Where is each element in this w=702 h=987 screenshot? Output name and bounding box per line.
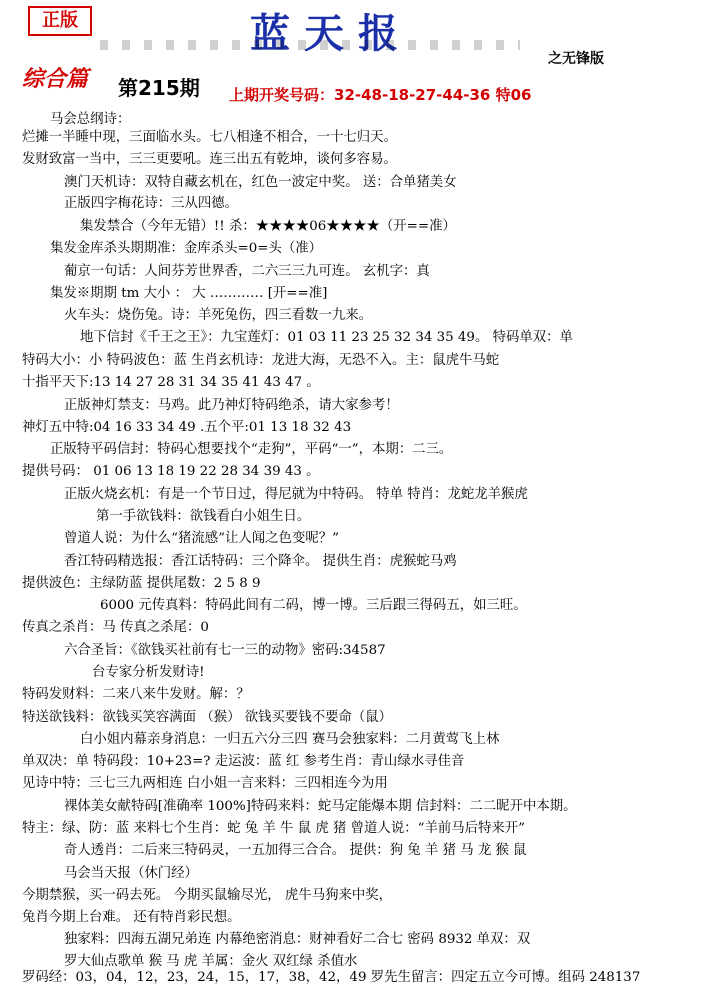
text-line: 6000 元传真料：特码此间有二码，博一博。三后跟三得码五，如三旺。 [100,598,527,613]
text-line: 罗码经：03，04，12，23，24，15，17，38，42，49 罗先生留言：四定五立今可博。组码 248137 [22,970,641,985]
text-line: 香江特码精选报：香江话特码：三个降伞。 提供生肖：虎猴蛇马鸡 [64,554,457,569]
text-line: 六合圣旨：《欲钱买社前有七一三的动物》密码:34587 [64,643,386,658]
text-line: 澳门天机诗：双特自藏玄机在，红色一波定中奖。 送：合单猪美女 [64,175,457,190]
newspaper-title: 蓝天报 [250,11,412,57]
text-line: 火车头：烧伤兔。诗：羊死兔伤，四三看数一九来。 [64,308,372,323]
text-line: 正版四字梅花诗：三从四德。 [64,196,239,211]
text-line: 特码大小：小 特码波色：蓝 生肖玄机诗：龙进大海，无恐不入。主：鼠虎牛马蛇 [22,353,500,368]
text-line: 今期禁猴，买一码去死。 今期买鼠输尽光， 虎牛马狗来中奖， [22,888,393,903]
section-title: 综合篇 [22,67,89,92]
text-line: 正版特平码信封：特码心想要找个“走狗”，平码“一”，本期：二三。 [50,442,453,457]
text-line: 单双决：单 特码段：10+23=? 走运波：蓝 红 参考生肖：青山绿水寻佳音 [22,754,465,769]
text-line: 第一手欲钱料：欲钱看白小姐生日。 [96,509,311,524]
text-line: 十指平天下:13 14 27 28 31 34 35 41 43 47 。 [22,375,320,390]
text-line: 地下信封《千王之王》：九宝莲灯：01 03 11 23 25 32 34 35 49。 特码单双：单 [80,330,573,345]
text-line: 独家料：四海五湖兄弟连 内幕绝密消息：财神看好二合七 密码 8932 单双：双 [64,932,531,947]
authentic-badge: 正版 [28,6,92,36]
text-line: 神灯五中特:04 16 33 34 49 .五个平:01 13 18 32 43 [22,420,352,435]
text-line: 特送欲钱料：欲钱买笑容满面 （猴） 欲钱买要钱不要命（鼠） [22,710,393,725]
text-line: 白小姐内幕亲身消息：一归五六分三四 赛马会独家料：二月黄莺飞上林 [80,732,500,747]
text-line: 提供波色：主绿防蓝 提供尾数：2 5 8 9 [22,576,261,591]
text-line: 裸体美女献特码[准确率 100%]特码来料：蛇马定能爆本期 信封料：二二昵开中本期。 [64,799,577,814]
text-line: 提供号码： 01 06 13 18 19 22 28 34 39 43 。 [22,464,320,479]
faded-scan-noise [100,40,520,50]
text-line: 集发禁合（今年无错）!! 杀：★★★★06★★★★（开==准） [80,219,456,234]
text-line: 集发金库杀头期期准：金库杀头=0=头（准） [50,241,322,256]
text-line: 传真之杀肖：马 传真之杀尾：0 [22,620,209,635]
text-line: 兔肖今期上台难。 还有特肖彩民想。 [22,910,241,925]
text-line: 奇人透肖：二后来三特码灵，一五加得三合合。 提供：狗 兔 羊 猪 马 龙 猴 鼠 [64,843,527,858]
text-line: 发财致富一当中，三三更要吼。连三出五有乾坤，谈何多容易。 [22,152,397,167]
text-line: 曾道人说：为什么“猪流感”让人闻之色变呢？” [64,531,339,546]
text-line: 特码发财料：二来八来牛发财。解：？ [22,687,250,702]
issue-number: 第215期 [118,76,200,100]
text-line: 烂摊一半睡中现，三面临水头。七八相逢不相合，一十七归天。 [22,130,397,145]
text-line: 正版火烧玄机：有是一个节日过，得尼就为中特码。 特单 特肖：龙蛇龙羊猴虎 [64,487,528,502]
text-line: 特主：绿、防：蓝 来料七个生肖：蛇 兔 羊 牛 鼠 虎 猪 曾道人说：“羊前马后特来开” [22,821,526,836]
text-line: 罗大仙点歌单 猴 马 虎 羊属：金火 双红绿 杀值水 [64,954,358,969]
text-line: 葡京一句话：人间芬芳世界香，二六三三九可连。 玄机字：真 [64,264,430,279]
edition-subtitle: 之无锋版 [548,51,604,67]
text-line: 见诗中特：三七三九两相连 白小姐一言来料：三四相连今为用 [22,776,388,791]
text-line: 马会当天报（休门经） [64,866,198,881]
last-draw-numbers: 上期开奖号码：32-48-18-27-44-36 特06 [229,86,532,104]
text-line: 马会总纲诗： [50,112,131,127]
text-line: 集发※期期 tm 大小 ： 大 ………… [开==准] [50,286,328,301]
text-line: 正版神灯禁支：马鸡。此乃神灯特码绝杀，请大家参考！ [64,398,399,413]
text-line: 台专家分析发财诗! [92,665,205,680]
